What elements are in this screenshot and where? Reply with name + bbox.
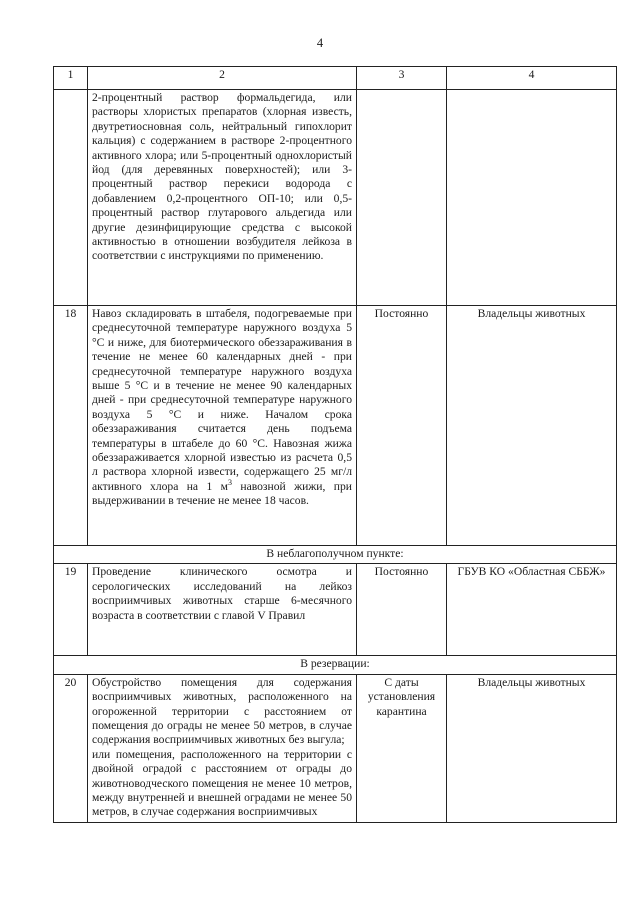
responsible-cell: Владельцы животных bbox=[447, 674, 617, 822]
term-cell: Постоянно bbox=[357, 564, 447, 656]
measure-text: Навоз складировать в штабеля, подогреваемые при среднесуточной температуре наружного воздуха 5 °С и ниже, для биотермического обеззараживания в течение не менее 60 календарных дней - при среднесуточной температуре наружного воздуха выше 5 °С и в течение не менее 90 календарных дней - при среднесуточной температуре наружного воздуха 5 °С и ниже. Началом срока обеззараживания считается день подъема температуры в штабеле до 60 °С. Навозная жижа обеззараживается хлорной известью из расчета 0,5 л раствора хлорной извести, содержащего 25 мг/л активного хлора на 1 м bbox=[92, 307, 352, 493]
responsible-cell: ГБУВ КО «Областная СББЖ» bbox=[447, 564, 617, 656]
superscript: 3 bbox=[227, 478, 232, 488]
measure-cell bbox=[88, 306, 357, 546]
measure-cell bbox=[88, 674, 357, 822]
header-cell-2: 2 bbox=[88, 67, 357, 90]
measure-paragraph-1: Обустройство помещения для содержания восприимчивых животных, расположенного на огороженной территории с расстоянием от помещения до ограды не менее 50 метров, в случае содержания восприимчивых животных без выгула; bbox=[92, 675, 352, 747]
table-row-18 bbox=[54, 306, 617, 546]
responsible-cell bbox=[447, 90, 617, 306]
section-title: В резервации: bbox=[54, 656, 617, 674]
section-title: В неблагополучном пункте: bbox=[54, 546, 617, 564]
row-number-cell bbox=[54, 90, 88, 306]
table-row-continued bbox=[54, 90, 617, 306]
measures-table bbox=[53, 66, 617, 823]
row-number-cell: 19 bbox=[54, 564, 88, 656]
measure-paragraph-2: или помещения, расположенного на территории с двойной оградой с расстоянием от ограды до животноводческого помещения не менее 10 метров, между внутренней и внешней оградами не менее 50 метров, в случае содержания восприимчивых bbox=[92, 747, 352, 819]
section-row-reservation bbox=[54, 656, 617, 674]
section-row-unfavorable bbox=[54, 546, 617, 564]
term-cell: Постоянно bbox=[357, 306, 447, 546]
measure-cell: Проведение клинического осмотра и серологических исследований на лейкоз восприимчивых животных старше 6-месячного возраста в соответствии с главой V Правил bbox=[88, 564, 357, 656]
term-cell bbox=[357, 90, 447, 306]
table-row-20 bbox=[54, 674, 617, 822]
term-cell: С даты установления карантина bbox=[357, 674, 447, 822]
table-row-19 bbox=[54, 564, 617, 656]
responsible-cell: Владельцы животных bbox=[447, 306, 617, 546]
row-number-cell: 18 bbox=[54, 306, 88, 546]
page-number: 4 bbox=[316, 36, 324, 50]
measure-cell: 2-процентный раствор формальдегида, или растворы хлористых препаратов (хлорная известь, двутретиосновная соль, нейтральный гипохлорит кальция) с содержанием в растворе 2-процентного активного хлора; или 5-процентный однохлористый йод (для деревянных поверхностей); или 3-процентный раствор перекиси водорода с добавлением 0,2-процентного ОП-10; или 0,5-процентный раствор глутарового альдегида или другие дезинфицирующие средства с высокой активностью в отношении возбудителя лейкоза в соответствии с инструкциями по применению. bbox=[88, 90, 357, 306]
header-cell-3: 3 bbox=[357, 67, 447, 90]
header-cell-1: 1 bbox=[54, 67, 88, 90]
row-number-cell: 20 bbox=[54, 674, 88, 822]
measure-text-cont: навозной жижи, при выдерживании в течение не менее 18 часов. bbox=[92, 479, 352, 508]
header-cell-4: 4 bbox=[447, 67, 617, 90]
table-header-row bbox=[54, 67, 617, 90]
